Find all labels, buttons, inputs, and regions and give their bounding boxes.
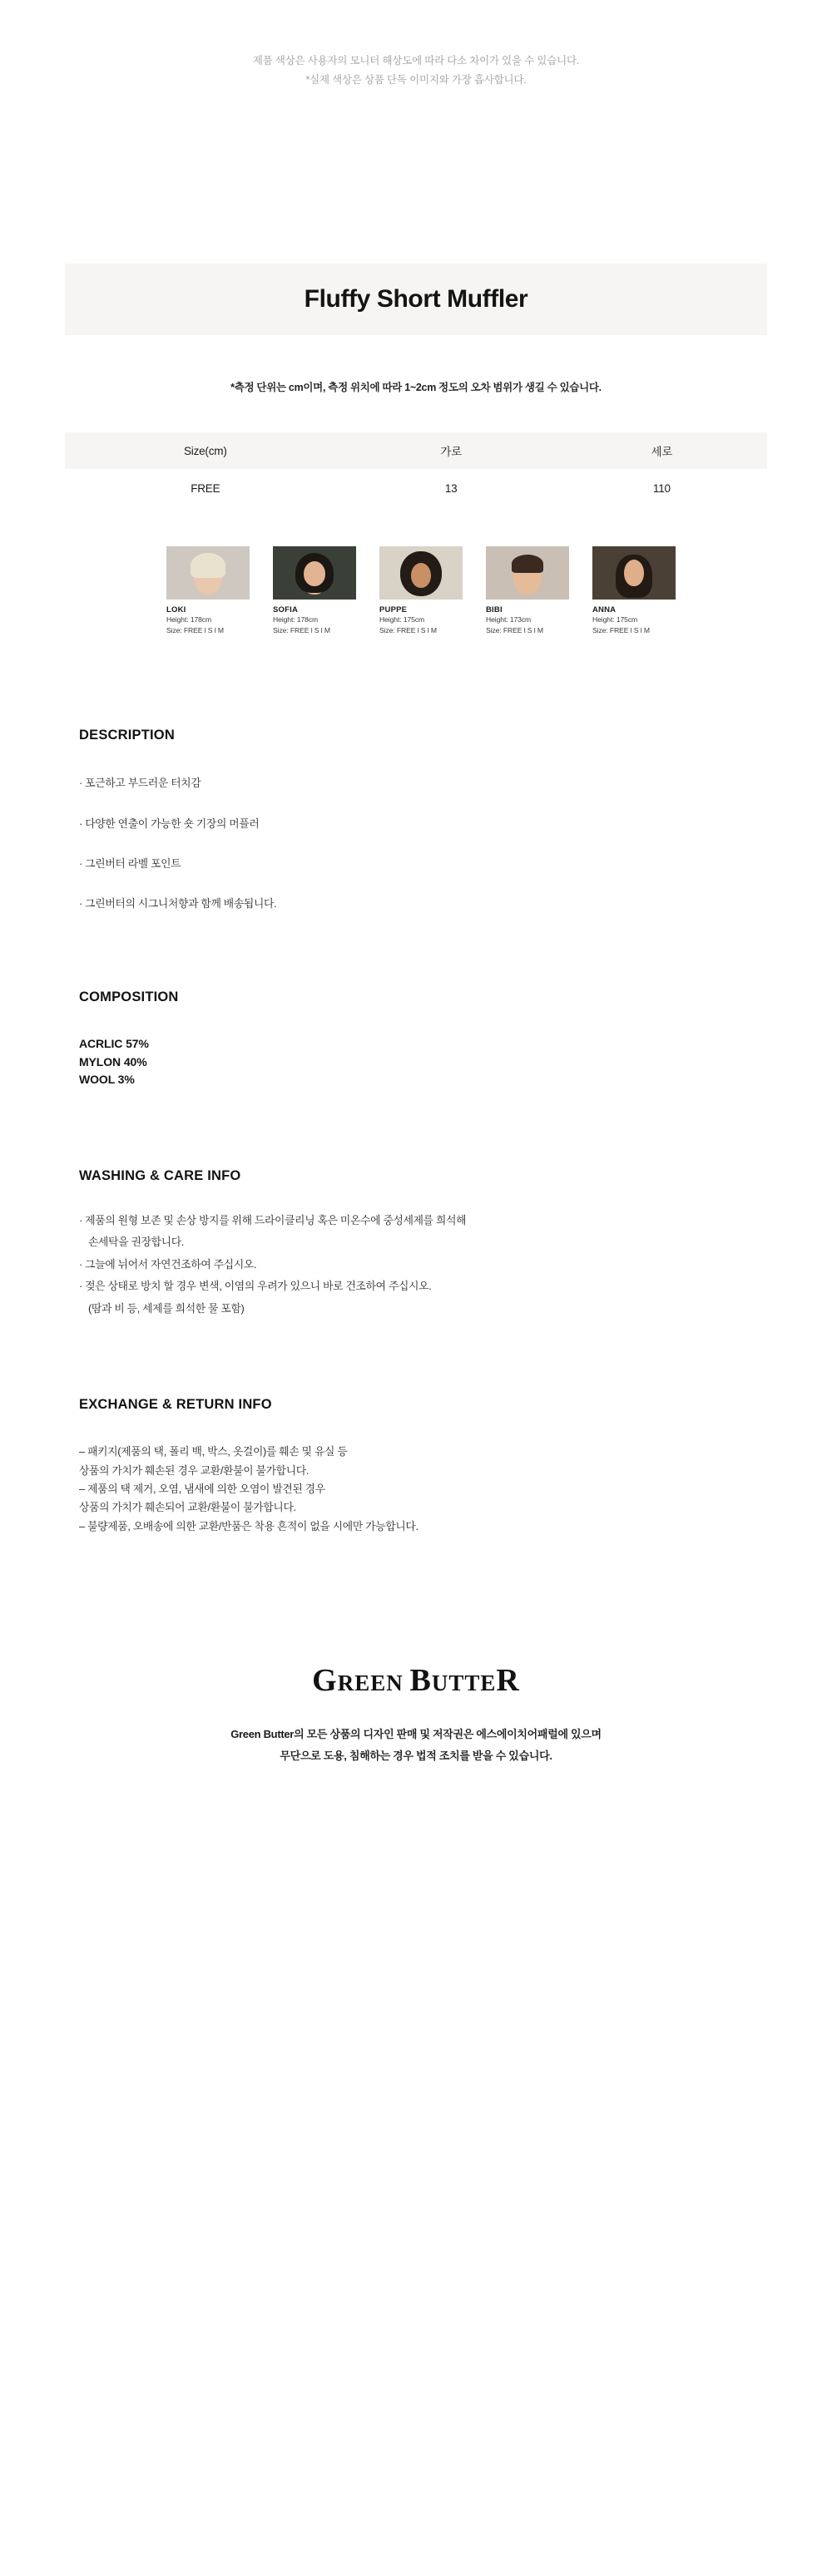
- composition-heading: COMPOSITION: [79, 989, 179, 1004]
- list-item: · 젖은 상태로 방치 할 경우 변색, 이염의 우려가 있으니 바로 건조하여 주십시오.: [79, 1280, 432, 1293]
- size-table-header-0: Size(cm): [65, 432, 346, 469]
- table-row: [65, 469, 767, 507]
- size-cell-width: 13: [444, 481, 458, 495]
- model-size: Size: FREE l S l M: [379, 626, 437, 635]
- model-list: [0, 546, 832, 636]
- list-item: [379, 546, 463, 636]
- model-size: Size: FREE l S l M: [166, 626, 224, 635]
- washing-heading: WASHING & CARE INFO: [79, 1167, 241, 1183]
- avatar: [592, 546, 676, 600]
- list-item: 상품의 가치가 훼손된 경우 교환/환불이 불가합니다.: [79, 1463, 310, 1477]
- model-height: Height: 173cm: [486, 615, 532, 624]
- color-disclaimer: [0, 0, 832, 90]
- avatar: [273, 546, 356, 600]
- model-name: SOFIA: [273, 605, 299, 615]
- composition-list: [79, 1035, 753, 1089]
- list-item: ACRLIC 57%: [79, 1036, 149, 1050]
- list-item: – 패키지(제품의 택, 폴리 백, 박스, 옷걸이)를 훼손 및 유실 등: [79, 1445, 348, 1458]
- size-cell-name: FREE: [191, 481, 220, 495]
- footer: [0, 1662, 832, 1841]
- size-table-header-2: 세로: [557, 432, 767, 469]
- description-list: [79, 775, 753, 913]
- washing-section: [0, 1168, 832, 1317]
- model-size: Size: FREE l S l M: [273, 626, 330, 635]
- list-item: · 다양한 연출이 가능한 숏 기장의 머플러: [79, 817, 260, 830]
- list-item: · 그린버터의 시그니처향과 함께 배송됩니다.: [79, 897, 277, 910]
- washing-sub-line-1: 손세탁을 권장합니다.: [88, 1236, 185, 1249]
- brand-logo-b: B: [409, 1663, 432, 1699]
- avatar: [379, 546, 463, 600]
- measurement-note: *측정 단위는 cm이며, 측정 위치에 따라 1~2cm 정도의 오차 범위가 생길 수 있습니다.: [230, 382, 602, 394]
- composition-section: [0, 989, 832, 1089]
- list-item: – 불량제품, 오배송에 의한 교환/반품은 착용 흔적이 없을 시에만 가능합니다.: [79, 1519, 418, 1532]
- brand-logo-utte: UTTE: [431, 1670, 497, 1696]
- list-item: 상품의 가치가 훼손되어 교환/환불이 불가합니다.: [79, 1501, 296, 1514]
- exchange-heading: EXCHANGE & RETURN INFO: [79, 1397, 272, 1413]
- list-item: · 그린버터 라벨 포인트: [79, 856, 181, 870]
- model-name: LOKI: [166, 605, 186, 615]
- list-item: MYLON 40%: [79, 1054, 147, 1068]
- model-name: BIBI: [486, 605, 503, 615]
- copyright-note: [0, 1724, 832, 1766]
- page-title: Fluffy Short Muffler: [304, 285, 528, 313]
- model-name: ANNA: [592, 605, 617, 615]
- size-cell-length: 110: [652, 481, 671, 495]
- color-disclaimer-line-1: 제품 색상은 사용자의 모니터 해상도에 따라 다소 차이가 있을 수 있습니다.: [252, 55, 580, 67]
- model-name: PUPPE: [379, 605, 408, 615]
- size-table: [65, 432, 767, 507]
- list-item: · 그늘에 뉘어서 자연건조하여 주십시오.: [79, 1257, 257, 1271]
- list-item: [486, 546, 569, 636]
- color-disclaimer-line-2: *실제 색상은 상품 단독 이미지와 가장 흡사합니다.: [305, 74, 527, 86]
- avatar: [486, 546, 569, 600]
- size-table-header-row: [65, 432, 767, 469]
- model-height: Height: 175cm: [379, 615, 425, 624]
- model-height: Height: 175cm: [592, 615, 638, 624]
- description-heading: DESCRIPTION: [79, 728, 175, 743]
- description-section: [0, 728, 832, 913]
- list-item: [166, 546, 250, 636]
- model-size: Size: FREE l S l M: [486, 626, 543, 635]
- list-item: [592, 546, 676, 636]
- brand-logo-reen: REEN: [337, 1670, 410, 1696]
- list-item: – 제품의 택 제거, 오염, 냄새에 의한 오염이 발견된 경우: [79, 1483, 325, 1496]
- exchange-return-section: [0, 1397, 832, 1536]
- washing-list: [79, 1212, 753, 1317]
- brand-logo-r: R: [496, 1663, 520, 1699]
- list-item: · 포근하고 부드러운 터치감: [79, 777, 201, 790]
- washing-sub-line-2: (땀과 비 등, 세제를 희석한 물 포함): [88, 1301, 245, 1315]
- model-height: Height: 178cm: [166, 615, 212, 624]
- model-size: Size: FREE l S l M: [592, 626, 650, 635]
- avatar: [166, 546, 250, 600]
- brand-logo-g: G: [312, 1663, 338, 1699]
- list-item: · 제품의 원형 보존 및 손상 방지를 위해 드라이클리닝 혹은 미온수에 중성세제를 희석해: [79, 1213, 467, 1226]
- size-table-header-1: 가로: [346, 432, 557, 469]
- product-title-band: [65, 264, 767, 335]
- copyright-line-2: 무단으로 도용, 침해하는 경우 법적 조치를 받을 수 있습니다.: [280, 1749, 552, 1762]
- exchange-list: [79, 1443, 753, 1536]
- list-item: WOOL 3%: [79, 1073, 135, 1087]
- model-height: Height: 178cm: [273, 615, 319, 624]
- copyright-line-1: Green Butter의 모든 상품의 디자인 판매 및 저작권은 에스에이치어패럴에 있으며: [230, 1728, 602, 1741]
- list-item: [273, 546, 356, 636]
- brand-logo: [0, 1662, 832, 1699]
